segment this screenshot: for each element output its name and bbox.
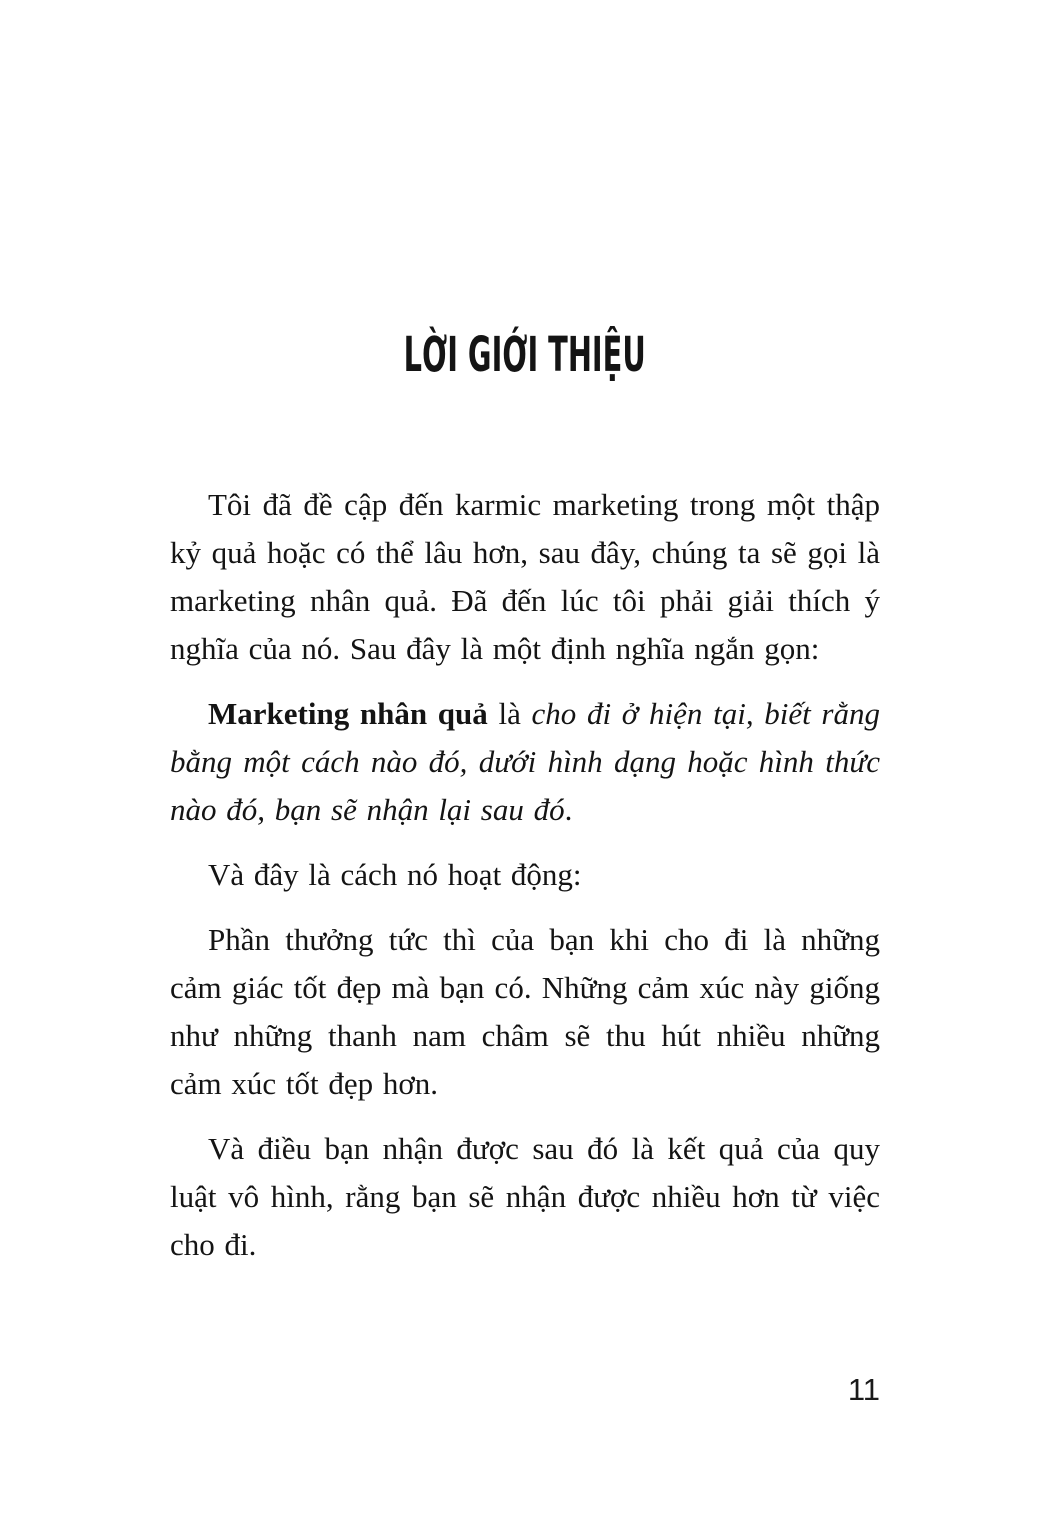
chapter-title-text: LỜI GIỚI THIỆU — [403, 327, 647, 383]
paragraph-2 — [170, 690, 880, 834]
page-number: 11 — [847, 1372, 880, 1407]
paragraph-4 — [170, 916, 880, 1108]
chapter-title — [170, 324, 880, 386]
text-segment: Và điều bạn nhận được sau đó là kết quả của quy luật vô hình, rằng bạn sẽ nhận được nhiều hơn từ việc cho đi. — [170, 1131, 880, 1262]
text-segment: là — [487, 696, 532, 731]
page-body — [170, 481, 880, 1286]
text-segment: cho đi ở hiện tại, biết rằng bằng một cách nào đó, dưới hình dạng hoặc hình thức nào đó, bạn sẽ nhận lại sau đó — [170, 696, 880, 827]
text-segment: Và đây là cách nó hoạt động: — [208, 857, 582, 892]
paragraph-3 — [170, 851, 880, 899]
text-segment: Marketing nhân quả — [208, 696, 488, 731]
paragraph-1 — [170, 481, 880, 673]
text-segment: . — [564, 792, 573, 827]
text-segment: Tôi đã đề cập đến karmic marketing trong một thập kỷ quả hoặc có thể lâu hơn, sau đây, chúng ta sẽ gọi là marketing nhân quả. Đã đến lúc tôi phải giải thích ý nghĩa của nó. Sau đây là một định nghĩa ngắn gọn: — [170, 487, 880, 666]
paragraph-5 — [170, 1125, 880, 1269]
text-segment: Phần thưởng tức thì của bạn khi cho đi là những cảm giác tốt đẹp mà bạn có. Những cảm xúc này giống như những thanh nam châm sẽ thu hút nhiều những cảm xúc tốt đẹp hơn. — [170, 922, 880, 1101]
